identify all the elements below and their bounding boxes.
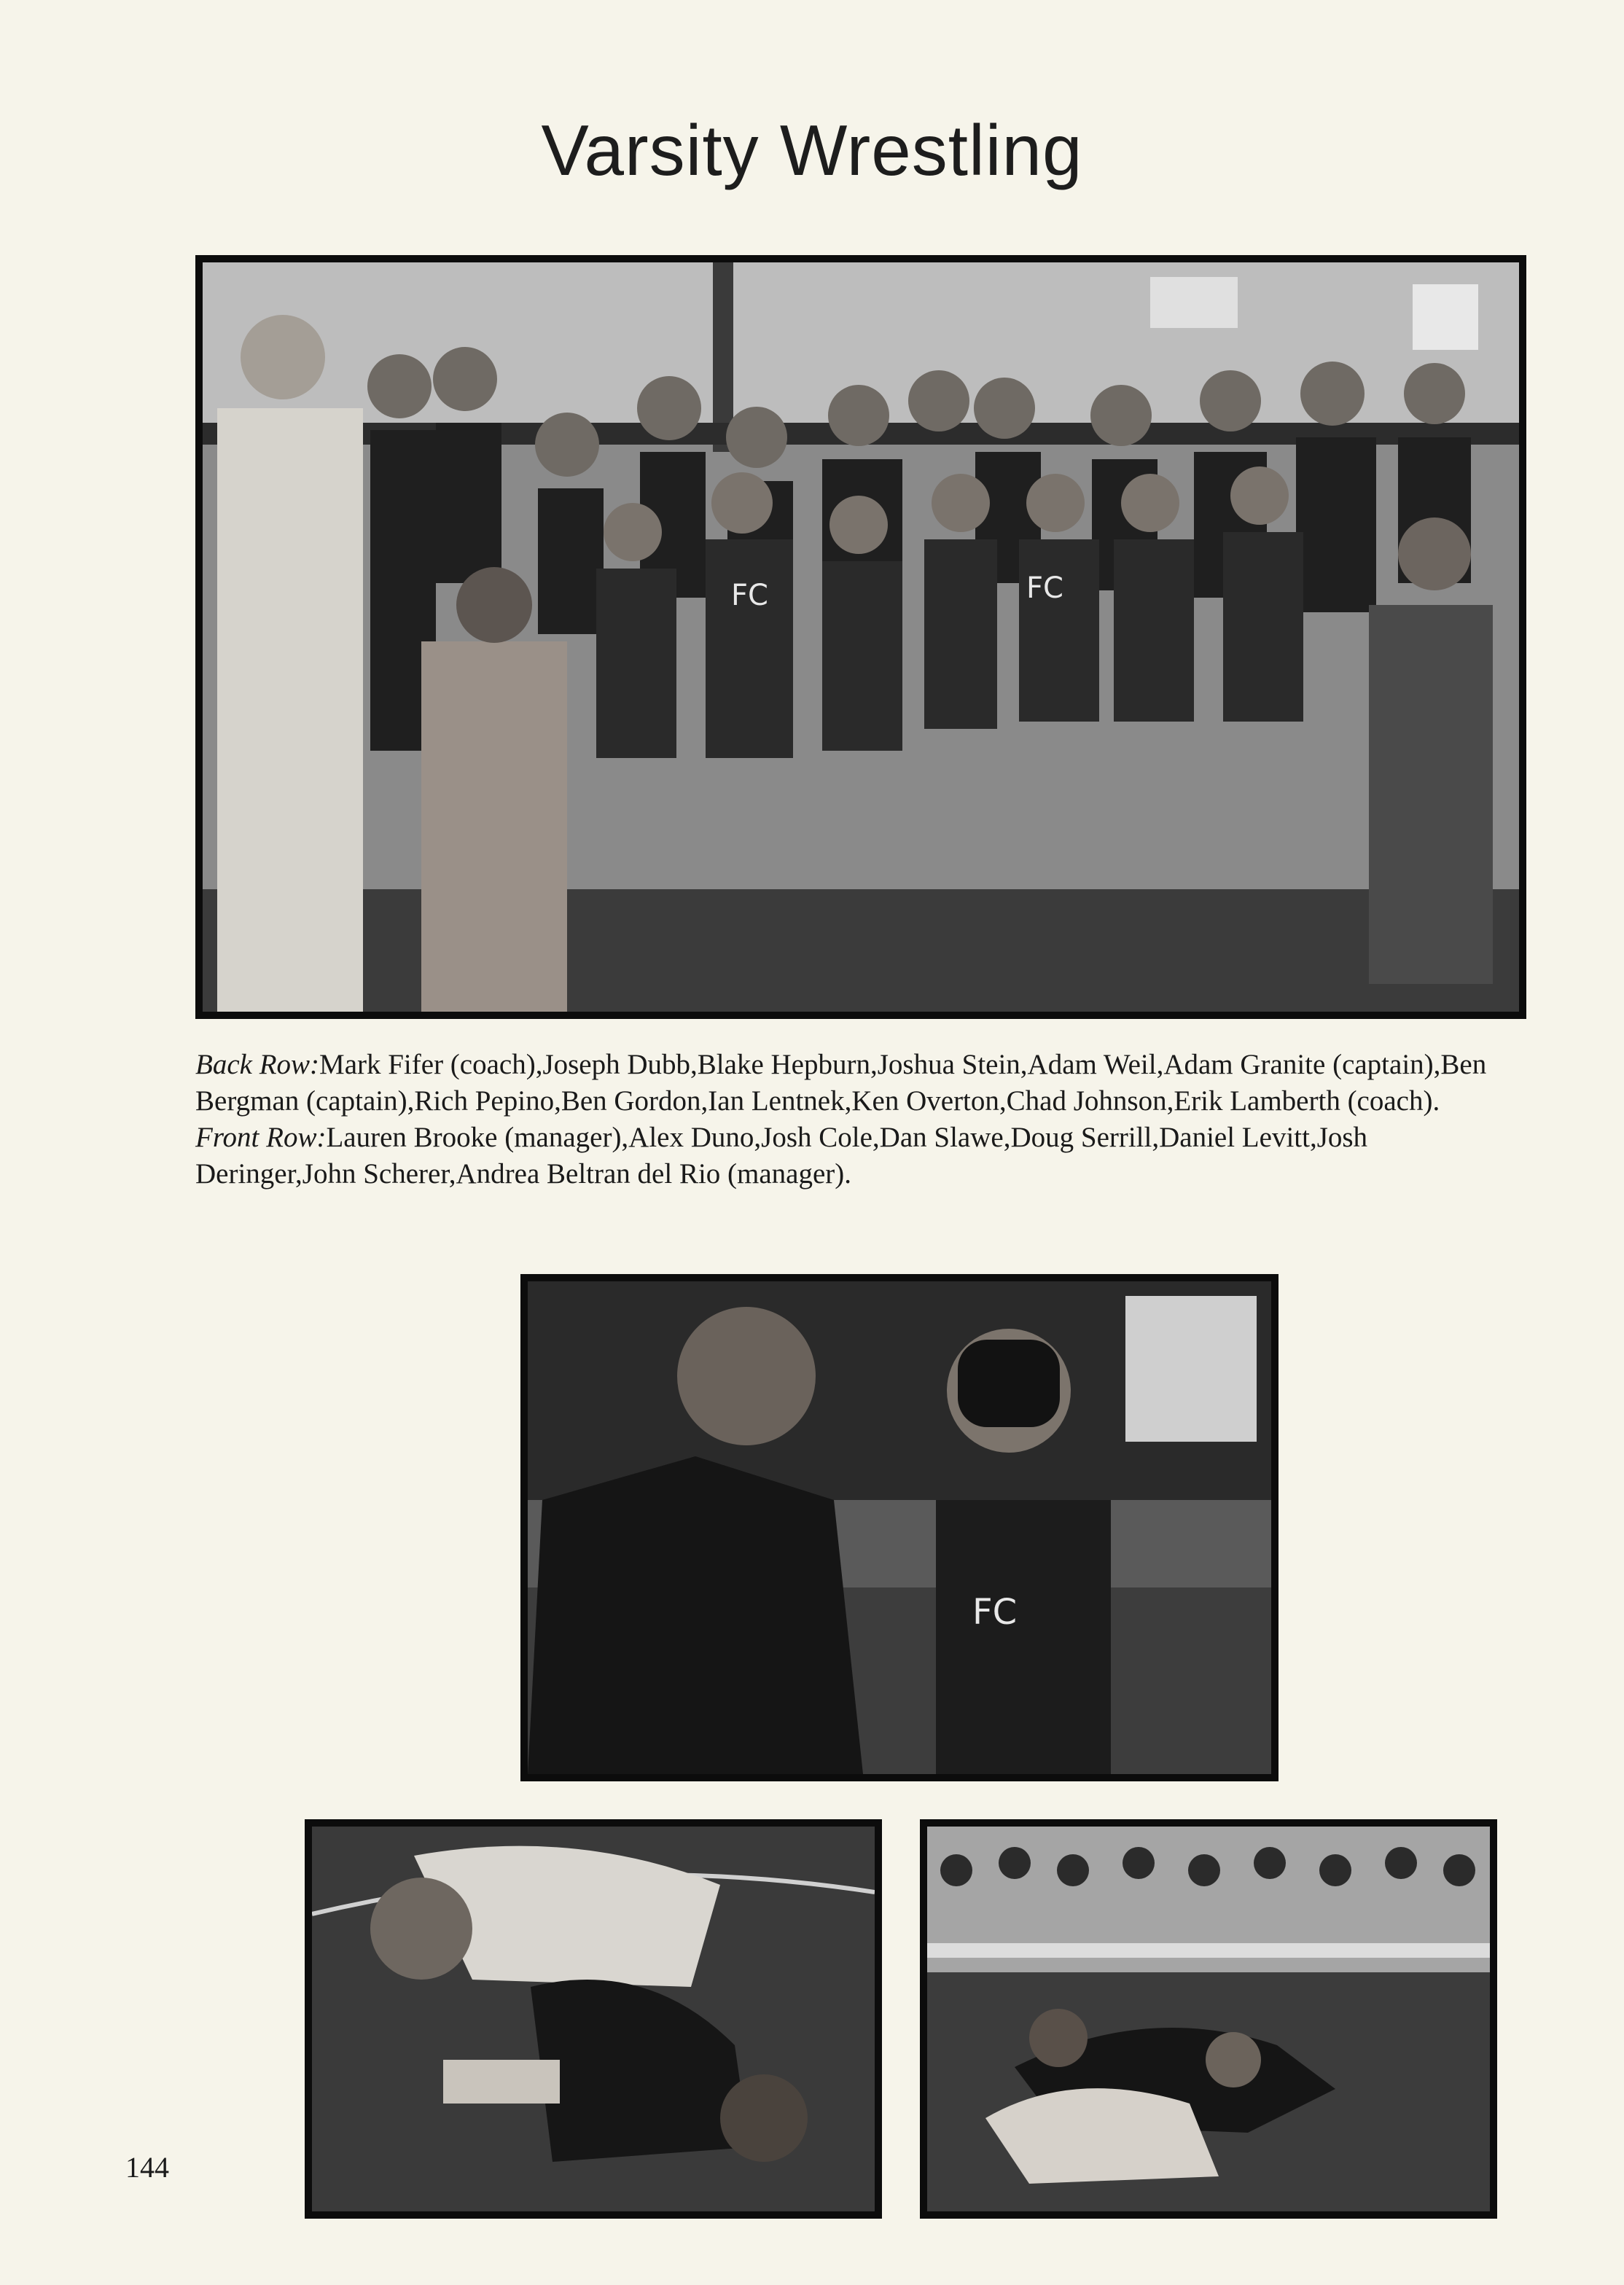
front-row-label: Front Row: [195,1122,327,1153]
page-number: 144 [125,2151,169,2184]
jersey-text: FC [1026,571,1063,605]
coach-wrestler-photo-image [528,1281,1271,1774]
jersey-text: FC [972,1592,1018,1633]
page-title: Varsity Wrestling [541,110,1083,190]
photo-caption [195,1047,1500,1192]
wrestling-match-crowd-photo-image [927,1827,1490,2211]
back-row-names: Mark Fifer (coach),Joseph Dubb,Blake Hepburn,Joshua Stein,Adam Weil,Adam Granite (captain),Ben Bergman (captain),Rich Pepino,Ben Gordon,Ian Lentnek,Ken Overton,Chad Johnson,Erik Lamberth (coach). [195,1049,1487,1117]
takedown-photo [305,1819,882,2219]
jersey-text: FC [731,579,768,612]
team-photo-image [203,262,1519,1012]
back-row-label: Back Row: [195,1049,320,1080]
front-row-names: Lauren Brooke (manager),Alex Duno,Josh Cole,Dan Slawe,Doug Serrill,Daniel Levitt,Josh Deringer,John Scherer,Andrea Beltran del Rio (manager). [195,1122,1368,1190]
team-photo [195,255,1526,1019]
coaching-photo [520,1274,1278,1781]
mat-match-photo [920,1819,1497,2219]
wrestling-match-photo-image [312,1827,875,2211]
